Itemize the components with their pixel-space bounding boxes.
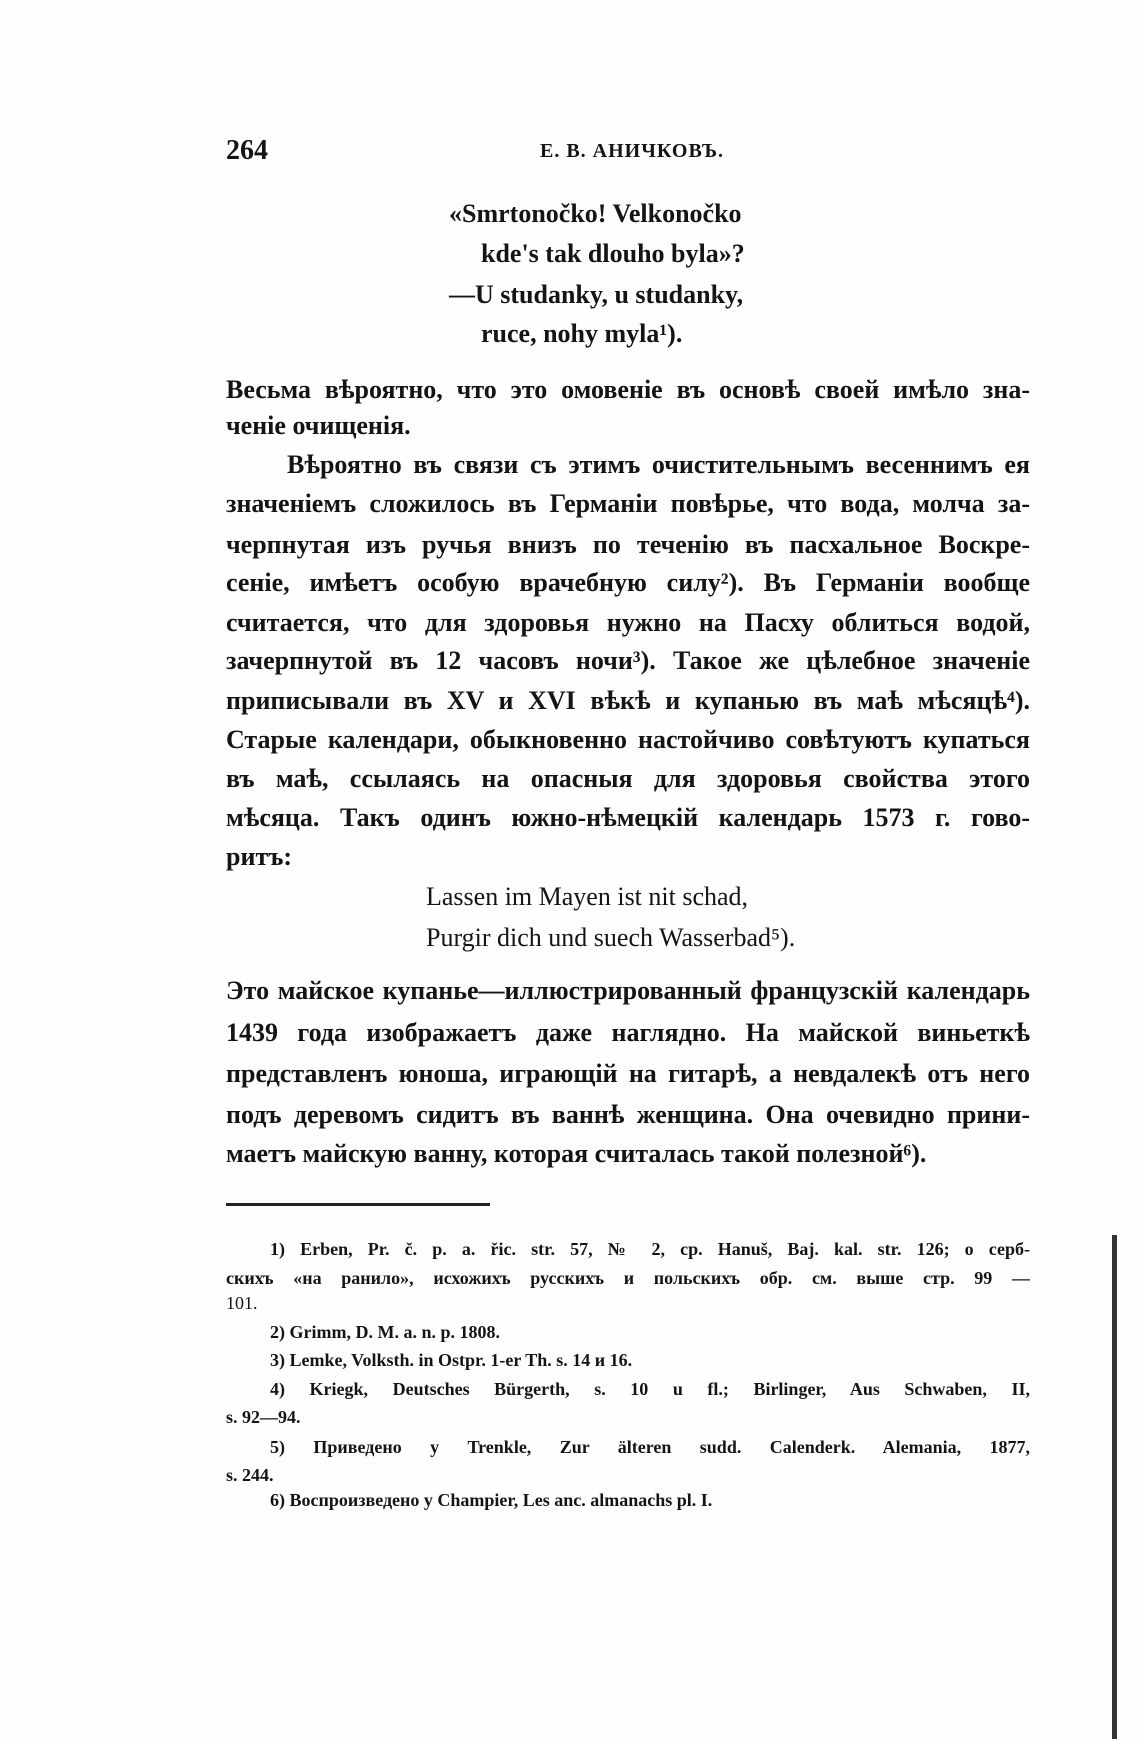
page-number: 264	[226, 135, 268, 166]
paragraph-line: представленъ юноша, играющій на гитарѣ, а невдалекѣ отъ него	[226, 1059, 1030, 1088]
paragraph-line: Вѣроятно въ связи съ этимъ очистительнымъ весеннимъ ея	[287, 450, 1030, 479]
paragraph-line: въ маѣ, ссылаясь на опасныя для здоровья свойства этого	[226, 764, 1030, 793]
paragraph-line: сеніе, имѣетъ особую врачебную силу²). Въ Германіи вообще	[226, 568, 1030, 597]
paragraph-line: Весьма вѣроятно, что это омовеніе въ основѣ своей имѣло зна-	[226, 375, 1030, 404]
verse-line: Lassen im Mayen ist nit schad,	[426, 882, 749, 911]
paragraph-line: значеніемъ сложилось въ Германіи повѣрье, что вода, молча за-	[226, 489, 1030, 518]
footnote-line: 3) Lemke, Volksth. in Ostpr. 1-er Th. s. 14 и 16.	[270, 1350, 633, 1370]
footnote-line: 1) Erben, Pr. č. p. a. řic. str. 57, № 2, ср. Hanuš, Baj. kal. str. 126; о серб-	[270, 1239, 1030, 1259]
footnote-line: 6) Воспроизведено у Champier, Les anc. almanachs pl. I.	[270, 1490, 713, 1510]
footnote-line: s. 244.	[226, 1465, 274, 1485]
paragraph-line: черпнутая изъ ручья внизъ по теченію въ пасхальное Воскре-	[226, 530, 1030, 559]
footnote-divider	[226, 1203, 490, 1206]
paragraph-line: 1439 года изображаетъ даже наглядно. На майской виньеткѣ	[226, 1018, 1030, 1047]
paragraph-line: считается, что для здоровья нужно на Пасху облиться водой,	[226, 608, 1030, 637]
verse-line: —U studanky, u studanky,	[449, 280, 744, 309]
paragraph-line: ритъ:	[226, 842, 293, 871]
footnote-line: 4) Kriegk, Deutsches Bürgerth, s. 10 u fl.; Birlinger, Aus Schwaben, II,	[270, 1379, 1030, 1399]
running-title: Е. В. АНИЧКОВЪ.	[540, 140, 725, 162]
footnote-line: 2) Grimm, D. M. a. n. p. 1808.	[270, 1322, 500, 1342]
verse-line: ruce, nohy myla¹).	[481, 319, 683, 348]
verse-line: kde's tak dlouho byla»?	[481, 239, 745, 268]
footnote-line: 101.	[226, 1293, 258, 1313]
paragraph-line: маетъ майскую ванну, которая считалась такой полезной⁶).	[226, 1139, 927, 1168]
scan-edge-shadow	[1112, 1235, 1117, 1739]
verse-line: «Smrtonočko! Velkonočko	[449, 199, 742, 228]
paragraph-line: подъ деревомъ сидитъ въ ваннѣ женщина. Она очевидно прини-	[226, 1100, 1030, 1129]
footnote-line: 5) Приведено у Trenkle, Zur älteren sudd. Calenderk. Alemania, 1877,	[270, 1437, 1030, 1457]
paragraph-line: Старые календари, обыкновенно настойчиво совѣтуютъ купаться	[226, 725, 1030, 754]
footnote-line: скихъ «на ранило», исхожихъ русскихъ и польскихъ обр. см. выше стр. 99 —	[226, 1268, 1030, 1288]
footnote-line: s. 92—94.	[226, 1407, 301, 1427]
paragraph-line: Это майское купанье—иллюстрированный французскій календарь	[226, 976, 1030, 1005]
paragraph-line: приписывали въ XV и XVI вѣкѣ и купанью въ маѣ мѣсяцѣ⁴).	[226, 686, 1030, 715]
paragraph-line: мѣсяца. Такъ одинъ южно-нѣмецкій календарь 1573 г. гово-	[226, 803, 1030, 832]
verse-line: Purgir dich und suech Wasserbad⁵).	[426, 923, 796, 952]
paragraph-line: зачерпнутой въ 12 часовъ ночи³). Такое же цѣлебное значеніе	[226, 646, 1030, 675]
paragraph-line: ченіе очищенія.	[226, 411, 411, 440]
